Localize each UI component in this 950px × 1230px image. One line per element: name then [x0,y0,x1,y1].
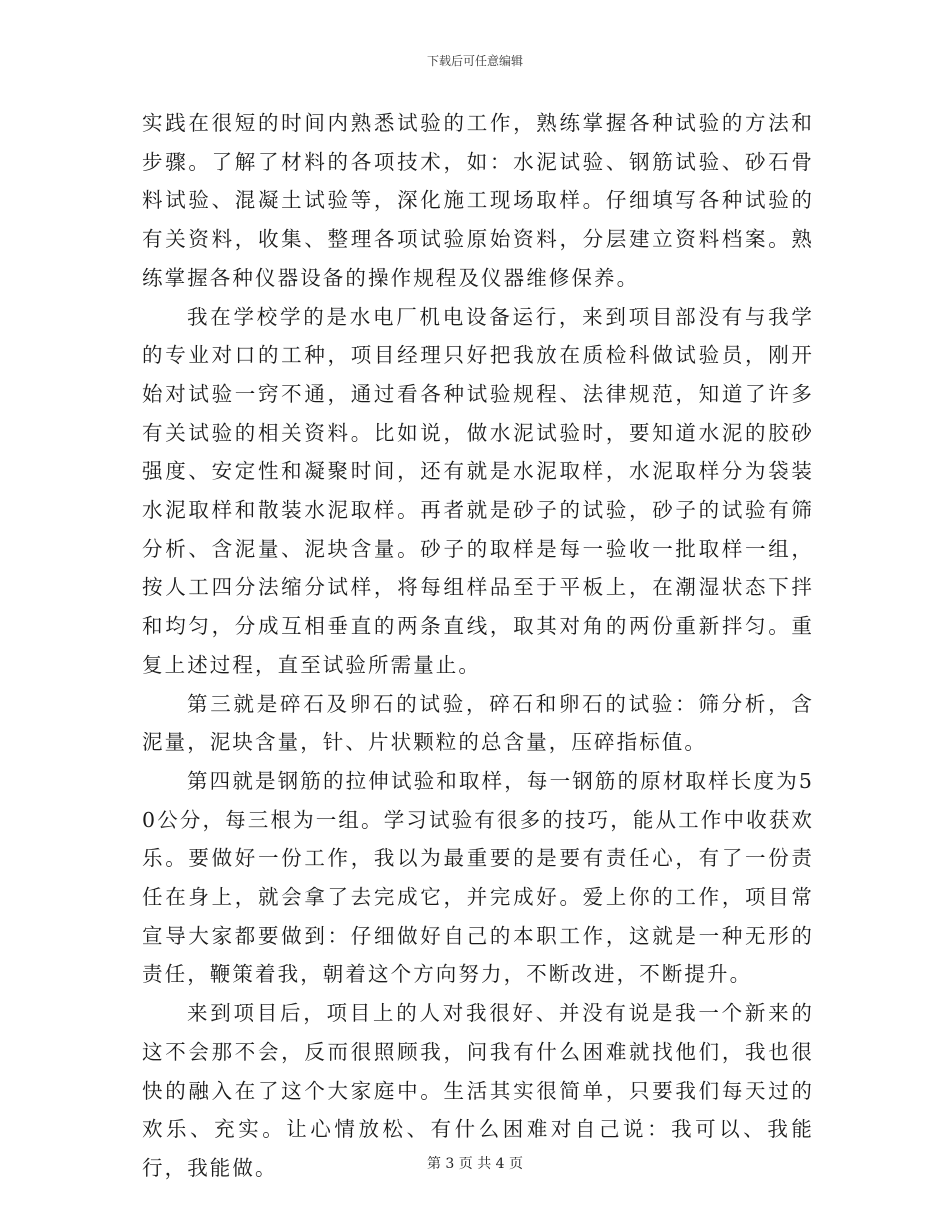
page-header: 下载后可任意编辑 [426,54,523,68]
paragraph-1: 实践在很短的时间内熟悉试验的工作，熟练掌握各种试验的方法和步骤。了解了材料的各项技术，如：水泥试验、钢筋试验、砂石骨料试验、混凝土试验等，深化施工现场取样。仔细填写各种试验的有关资料，收集、整理各项试验原始资料，分层建立资料档案。熟练掌握各种仪器设备的操作规程及仪器维修保养。 [142,111,814,290]
paragraph-3: 第三就是碎石及卵石的试验，碎石和卵石的试验：筛分析，含泥量，泥块含量，针、片状颗粒的总含量，压碎指标值。 [142,691,814,755]
document-body [142,104,814,1188]
paragraph-4: 第四就是钢筋的拉伸试验和取样，每一钢筋的原材取样长度为50公分，每三根为一组。学习试验有很多的技巧，能从工作中收获欢乐。要做好一份工作，我以为最重要的是要有责任心，有了一份责任在身上，就会拿了去完成它，并完成好。爱上你的工作，项目常宣导大家都要做到：仔细做好自己的本职工作，这就是一种无形的责任，鞭策着我，朝着这个方向努力，不断改进，不断提升。 [142,768,814,987]
paragraph-2: 我在学校学的是水电厂机电设备运行，来到项目部没有与我学的专业对口的工种，项目经理只好把我放在质检科做试验员，刚开始对试验一窍不通，通过看各种试验规程、法律规范，知道了许多有关试验的相关资料。比如说，做水泥试验时，要知道水泥的胶砂强度、安定性和凝聚时间，还有就是水泥取样，水泥取样分为袋装水泥取样和散装水泥取样。再者就是砂子的试验，砂子的试验有筛分析、含泥量、泥块含量。砂子的取样是每一验收一批取样一组，按人工四分法缩分试样，将每组样品至于平板上，在潮湿状态下拌和均匀，分成互相垂直的两条直线，取其对角的两份重新拌匀。重复上述过程，直至试验所需量止。 [142,304,814,677]
page-number-footer: 第 3 页 共 4 页 [426,1156,524,1172]
paragraph-5: 来到项目后，项目上的人对我很好、并没有说是我一个新来的这不会那不会，反而很照顾我，问我有什么困难就找他们，我也很快的融入在了这个大家庭中。生活其实很简单，只要我们每天过的欢乐、充实。让心情放松、有什么困难对自己说：我可以、我能行，我能做。 [142,1001,814,1180]
